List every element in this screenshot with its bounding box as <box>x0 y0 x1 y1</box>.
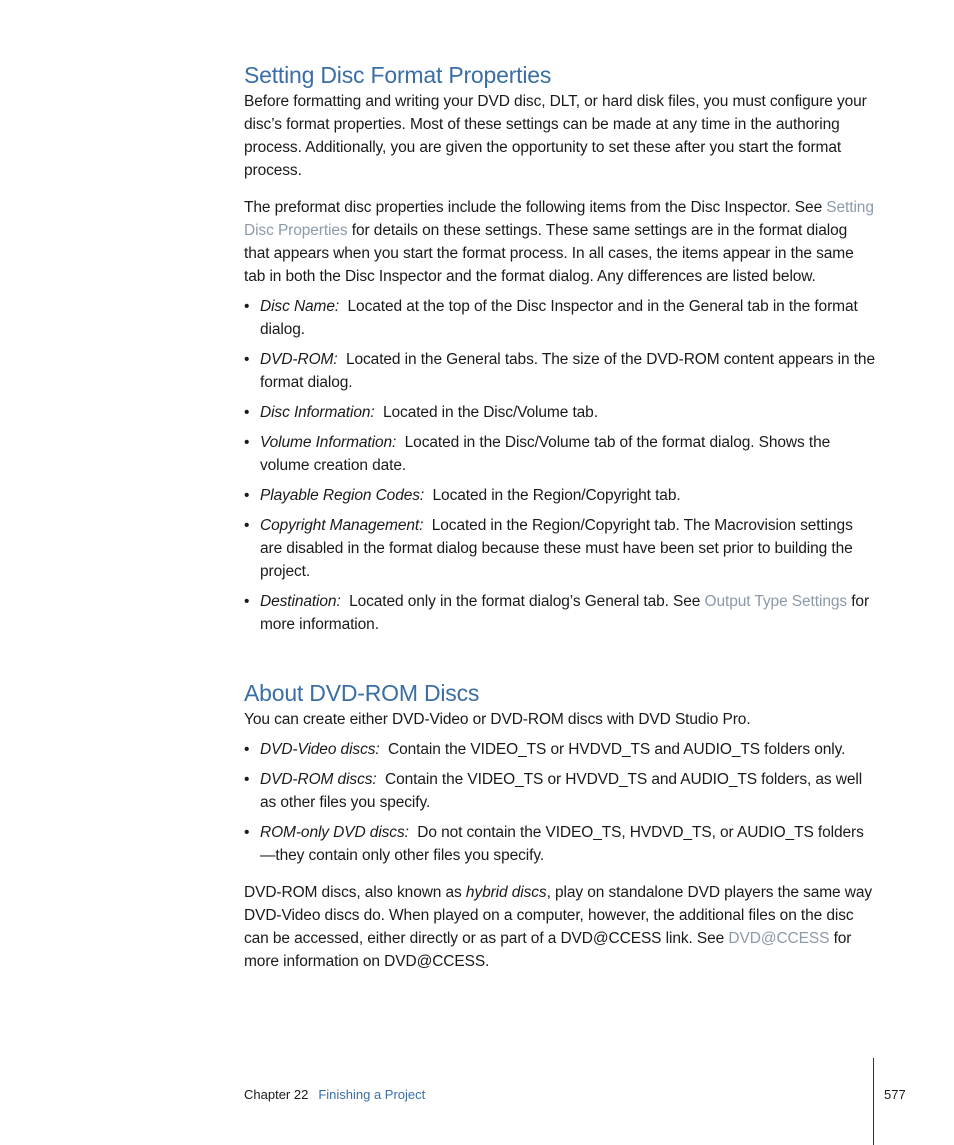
dvd-rom-intro: You can create either DVD-Video or DVD-ROM discs with DVD Studio Pro. <box>244 711 751 728</box>
setting-disc-properties-link[interactable]: Setting Disc Properties <box>244 199 874 239</box>
list-item-destination: • Destination: Located only in the format dialog’s General tab. See Output Type Settings for more information. <box>244 593 870 633</box>
disc-properties-list <box>244 295 876 636</box>
list-item: • Playable Region Codes: Located in the Region/Copyright tab. <box>244 487 681 504</box>
output-type-settings-link[interactable]: Output Type Settings <box>704 593 848 610</box>
page-content <box>244 60 876 973</box>
list-item: • DVD-ROM: Located in the General tabs. The size of the DVD-ROM content appears in the format dialog. <box>244 351 875 391</box>
preformat-text-2: for details on these settings. These same settings are in the format dialog that appears when you start the format process. In all cases, the items appear in the same tab in both the Disc Inspector and the format dialog. Any differences are listed below. <box>244 222 854 285</box>
page-footer <box>244 1086 425 1104</box>
footer-divider <box>873 1058 874 1145</box>
list-item: • ROM-only DVD discs: Do not contain the VIDEO_TS, HVDVD_TS, or AUDIO_TS folders—they contain only other files you specify. <box>244 824 864 864</box>
section-heading-dvd-rom: About DVD-ROM Discs <box>244 680 480 706</box>
list-item: • DVD-Video discs: Contain the VIDEO_TS or HVDVD_TS and AUDIO_TS folders only. <box>244 741 846 758</box>
dvd-access-link[interactable]: DVD@CCESS <box>728 930 830 947</box>
list-item: • Disc Name: Located at the top of the Disc Inspector and in the General tab in the format dialog. <box>244 298 858 338</box>
hybrid-discs-paragraph: DVD-ROM discs, also known as hybrid discs, play on standalone DVD players the same way DVD-Video discs do. When played on a computer, however, the additional files on the disc can be accessed, either directly or as part of a DVD@CCESS link. See DVD@CCESS for more information on DVD@CCESS. <box>244 884 873 970</box>
preformat-text-1: The preformat disc properties include the following items from the Disc Inspector. See <box>244 199 827 216</box>
list-item: • Disc Information: Located in the Disc/Volume tab. <box>244 404 598 421</box>
disc-types-list <box>244 738 876 867</box>
page-number: 577 <box>884 1087 906 1102</box>
preformat-paragraph <box>244 196 876 288</box>
footer-section-link[interactable]: Finishing a Project <box>318 1087 426 1102</box>
list-item: • Volume Information: Located in the Disc/Volume tab of the format dialog. Shows the volume creation date. <box>244 434 831 474</box>
footer-chapter: Chapter 22 <box>244 1087 309 1102</box>
section-heading-disc-format: Setting Disc Format Properties <box>244 62 552 88</box>
intro-paragraph: Before formatting and writing your DVD disc, DLT, or hard disk files, you must configure your disc’s format properties. Most of these settings can be made at any time in the authoring process. Additionally, you are given the opportunity to set these after you start the format process. <box>244 93 867 179</box>
list-item: • Copyright Management: Located in the Region/Copyright tab. The Macrovision settings are disabled in the format dialog because these must have been set prior to building the project. <box>244 517 853 580</box>
list-item: • DVD-ROM discs: Contain the VIDEO_TS or HVDVD_TS and AUDIO_TS folders, as well as other files you specify. <box>244 771 863 811</box>
